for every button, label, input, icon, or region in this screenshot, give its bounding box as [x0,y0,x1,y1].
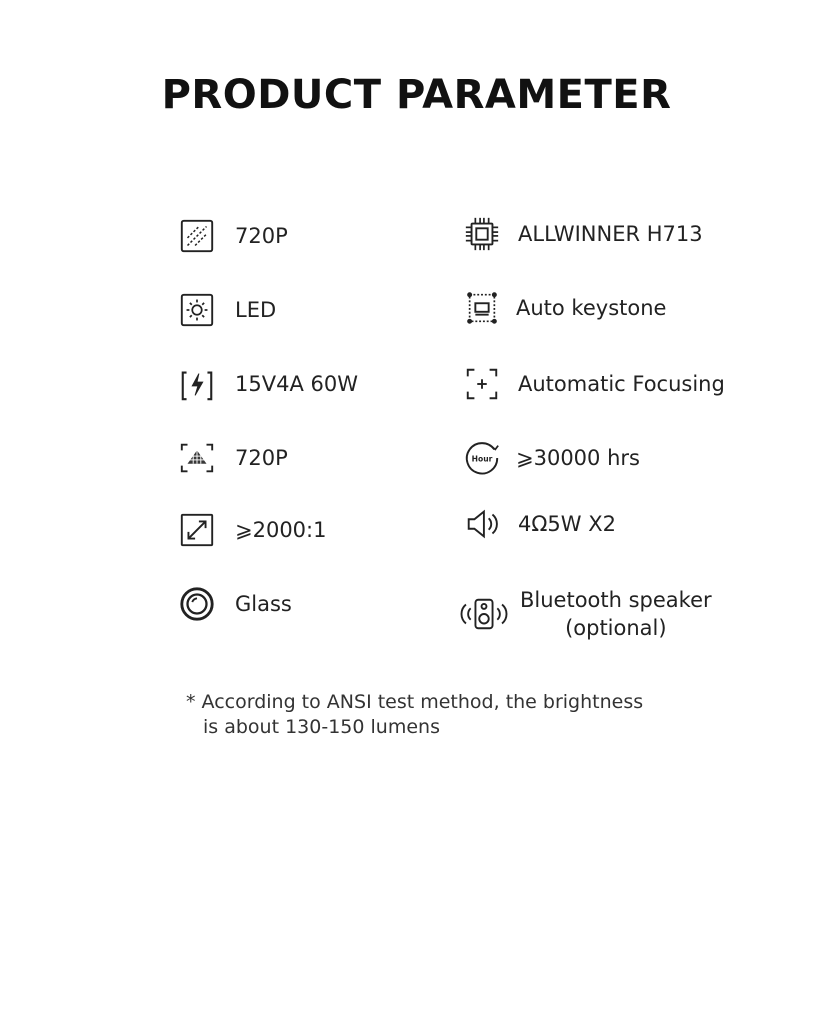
bluetooth-speaker-icon [458,594,510,634]
chip-icon [462,214,502,254]
hour-icon-text: Hour [471,454,493,464]
param-light-source [177,290,276,330]
param-label: 720P [235,224,288,248]
speaker-icon [462,504,502,544]
param-chip [462,214,703,254]
led-light-icon [177,290,217,330]
lens-icon [177,584,217,624]
footnote-line-1: * According to ANSI test method, the brightness [186,691,644,713]
contrast-ratio-icon [177,510,217,550]
param-lens [177,584,292,624]
param-display-resolution [177,438,288,478]
footnote-line-2: is about 130-150 lumens [203,716,440,738]
param-bluetooth-speaker [458,586,712,642]
param-label: 15V4A 60W [235,372,358,396]
param-power [177,364,358,404]
param-label: Auto keystone [516,296,667,320]
hour-icon [462,438,502,478]
param-label [520,586,712,642]
param-label: Glass [235,592,292,616]
display-resolution-icon [177,438,217,478]
brightness-footnote [186,690,643,740]
param-contrast [177,510,326,550]
keystone-icon [462,288,502,328]
focus-icon [462,364,502,404]
page-title: PRODUCT PARAMETER [161,72,672,118]
power-icon [177,364,217,404]
param-resolution [177,216,288,256]
param-speaker [462,504,616,544]
param-keystone [462,288,666,328]
param-label: ALLWINNER H713 [518,222,703,246]
param-label: ⩾30000 hrs [516,446,640,470]
param-label-sub: (optional) [565,616,667,640]
resolution-icon [177,216,217,256]
param-lifespan [462,438,640,478]
param-label: Automatic Focusing [518,372,725,396]
param-label: 720P [235,446,288,470]
param-focus [462,364,725,404]
param-label: ⩾2000:1 [235,518,327,542]
param-label: LED [235,298,277,322]
param-label: 4Ω5W X2 [518,512,616,536]
param-label-main: Bluetooth speaker [520,588,712,612]
